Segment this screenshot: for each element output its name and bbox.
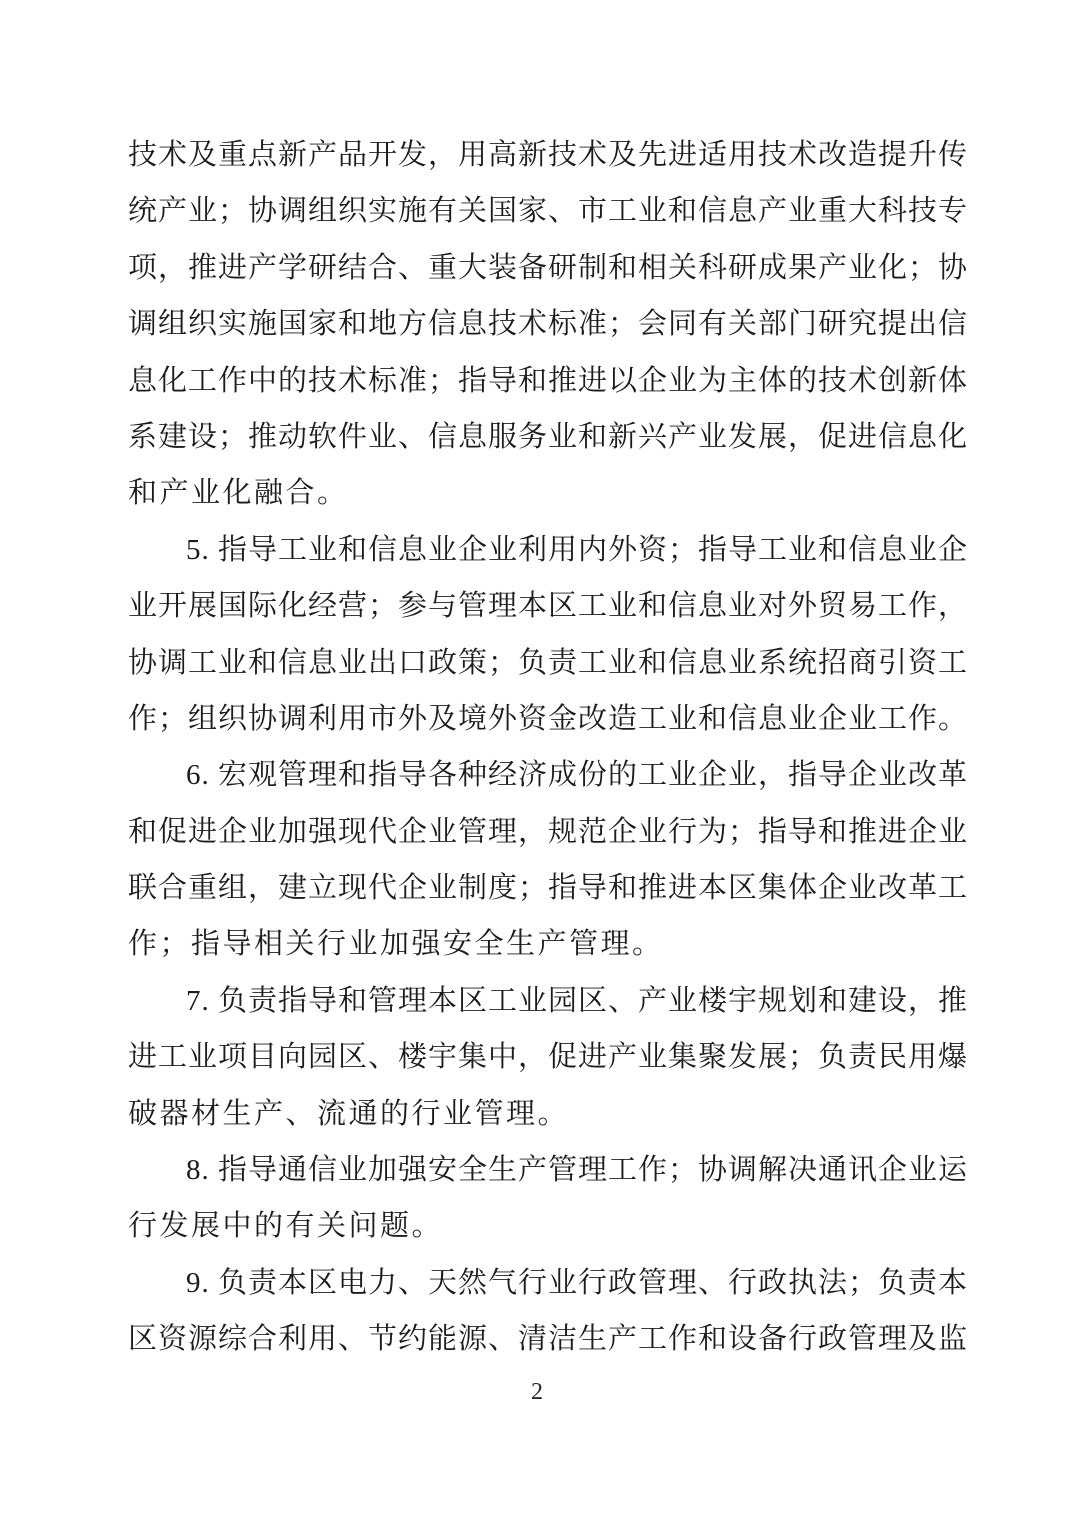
text-line: 破器材生产、流通的行业管理。 [128,1097,570,1130]
text-line-item-8-start: 8. 指导通信业加强安全生产管理工作；协调解决通讯企业运 [186,1154,969,1187]
text-line: 技术及重点新产品开发，用高新技术及先进适用技术改造提升传 [128,139,969,171]
text-line: 统产业；协调组织实施有关国家、市工业和信息产业重大科技专 [128,195,969,228]
text-line: 联合重组，建立现代企业制度；指导和推进本区集体企业改革工 [128,872,969,905]
body-text [128,127,969,1368]
text-line: 项，推进产学研结合、重大装备研制和相关科研成果产业化；协 [128,251,969,284]
text-line: 息化工作中的技术标准；指导和推进以企业为主体的技术创新体 [128,364,969,397]
text-line: 和产业化融合。 [128,477,349,510]
text-line: 作；指导相关行业加强安全生产管理。 [128,928,664,961]
text-line: 协调工业和信息业出口政策；负责工业和信息业系统招商引资工 [128,646,969,679]
text-line-item-5-start: 5. 指导工业和信息业企业利用内外资；指导工业和信息业企 [186,533,969,566]
text-line: 业开展国际化经营；参与管理本区工业和信息业对外贸易工作， [128,590,969,623]
text-line: 区资源综合利用、节约能源、清洁生产工作和设备行政管理及监 [128,1323,969,1356]
page-number: 2 [531,1379,543,1405]
text-line: 行发展中的有关问题。 [128,1210,444,1243]
text-line-item-6-start: 6. 宏观管理和指导各种经济成份的工业企业，指导企业改革 [186,759,969,792]
text-line: 调组织实施国家和地方信息技术标准；会同有关部门研究提出信 [128,308,969,341]
text-line-item-7-start: 7. 负责指导和管理本区工业园区、产业楼宇规划和建设，推 [186,984,969,1017]
text-line-item-9-start: 9. 负责本区电力、天然气行业行政管理、行政执法；负责本 [186,1266,969,1299]
text-line: 和促进企业加强现代企业管理，规范企业行为；指导和推进企业 [128,815,969,848]
text-line: 进工业项目向园区、楼宇集中，促进产业集聚发展；负责民用爆 [128,1041,969,1074]
text-line: 作；组织协调利用市外及境外资金改造工业和信息业企业工作。 [128,702,969,735]
text-line: 系建设；推动软件业、信息服务业和新兴产业发展，促进信息化 [128,420,969,453]
